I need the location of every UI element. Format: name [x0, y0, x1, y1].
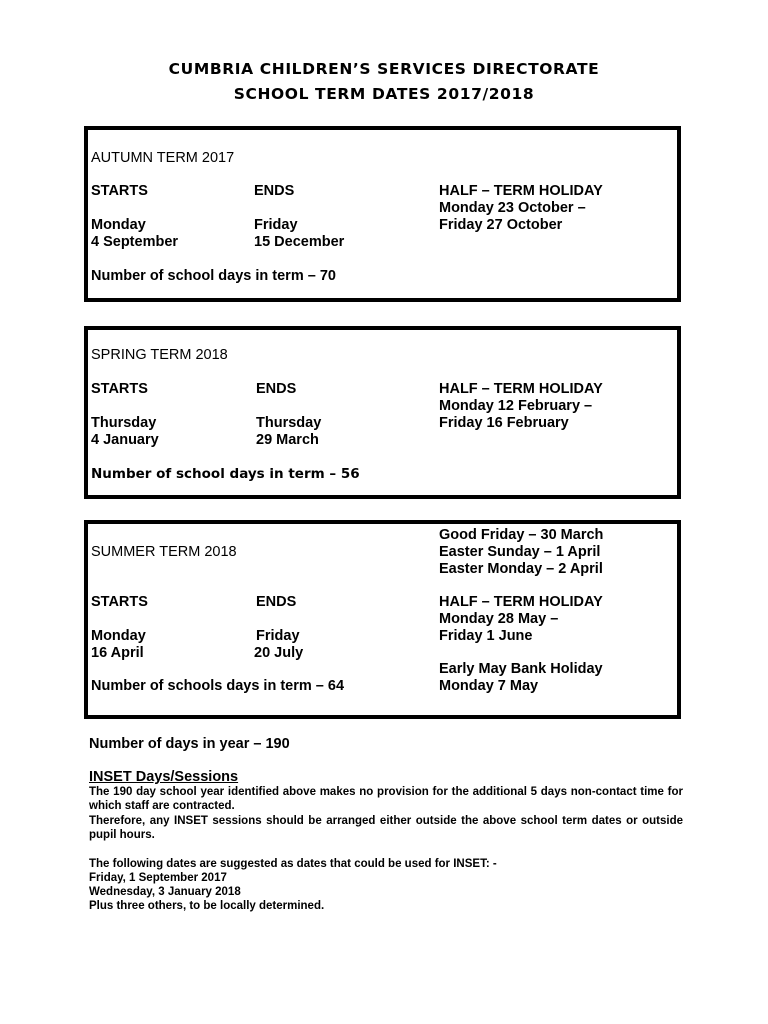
title-line-2: SCHOOL TERM DATES 2017/2018	[233, 85, 535, 103]
title-line-1: CUMBRIA CHILDREN’S SERVICES DIRECTORATE	[168, 60, 600, 78]
inset-paragraph-1: The 190 day school year identified above makes no provision for the additional 5 days non-contact time for which staff are contracted.	[89, 786, 683, 813]
spring-starts-label: STARTS	[91, 381, 148, 397]
autumn-holiday-start: Monday 23 October –	[439, 200, 586, 216]
autumn-starts-label: STARTS	[91, 183, 148, 199]
autumn-holiday-end: Friday 27 October	[439, 217, 563, 233]
spring-holiday-end: Friday 16 February	[439, 415, 569, 431]
spring-end-date: 29 March	[256, 432, 319, 448]
autumn-start-date: 4 September	[91, 234, 179, 250]
summer-ends-label: ENDS	[256, 594, 297, 610]
spring-heading: SPRING TERM 2018	[91, 347, 228, 363]
autumn-ends-label: ENDS	[254, 183, 295, 199]
spring-start-day: Thursday	[91, 415, 157, 431]
autumn-end-date: 15 December	[254, 234, 345, 250]
spring-ends-label: ENDS	[256, 381, 297, 397]
summer-holiday-end: Friday 1 June	[439, 628, 533, 644]
autumn-end-day: Friday	[254, 217, 298, 233]
autumn-heading: AUTUMN TERM 2017	[91, 150, 235, 166]
easter-sunday: Easter Sunday – 1 April	[439, 544, 601, 560]
summer-start-date: 16 April	[91, 645, 144, 661]
spring-start-date: 4 January	[91, 432, 159, 448]
spring-holiday-label: HALF – TERM HOLIDAY	[439, 381, 603, 397]
inset-note: Plus three others, to be locally determined.	[89, 900, 325, 912]
inset-paragraph-2: Therefore, any INSET sessions should be arranged either outside the above school term dates or outside pupil hours.	[89, 815, 683, 842]
good-friday: Good Friday – 30 March	[439, 527, 604, 543]
summer-starts-label: STARTS	[91, 594, 148, 610]
inset-intro: The following dates are suggested as dates that could be used for INSET: -	[89, 858, 497, 870]
inset-date-1: Friday, 1 September 2017	[89, 872, 227, 884]
spring-holiday-start: Monday 12 February –	[439, 398, 593, 414]
inset-date-2: Wednesday, 3 January 2018	[89, 886, 241, 898]
summer-holiday-start: Monday 28 May –	[439, 611, 559, 627]
autumn-holiday-label: HALF – TERM HOLIDAY	[439, 183, 603, 199]
easter-monday: Easter Monday – 2 April	[439, 561, 603, 577]
summer-days-count: Number of schools days in term – 64	[91, 678, 345, 694]
bank-holiday-label: Early May Bank Holiday	[439, 661, 603, 677]
spring-end-day: Thursday	[256, 415, 322, 431]
autumn-days-count: Number of school days in term – 70	[91, 268, 336, 284]
autumn-start-day: Monday	[91, 217, 146, 233]
summer-end-date: 20 July	[254, 645, 304, 661]
inset-heading: INSET Days/Sessions	[89, 769, 239, 785]
summer-start-day: Monday	[91, 628, 146, 644]
year-days-count: Number of days in year – 190	[89, 736, 290, 752]
summer-heading: SUMMER TERM 2018	[91, 544, 237, 560]
bank-holiday-date: Monday 7 May	[439, 678, 539, 694]
spring-days-count: Number of school days in term – 56	[91, 466, 360, 482]
summer-end-day: Friday	[256, 628, 300, 644]
summer-holiday-label: HALF – TERM HOLIDAY	[439, 594, 603, 610]
